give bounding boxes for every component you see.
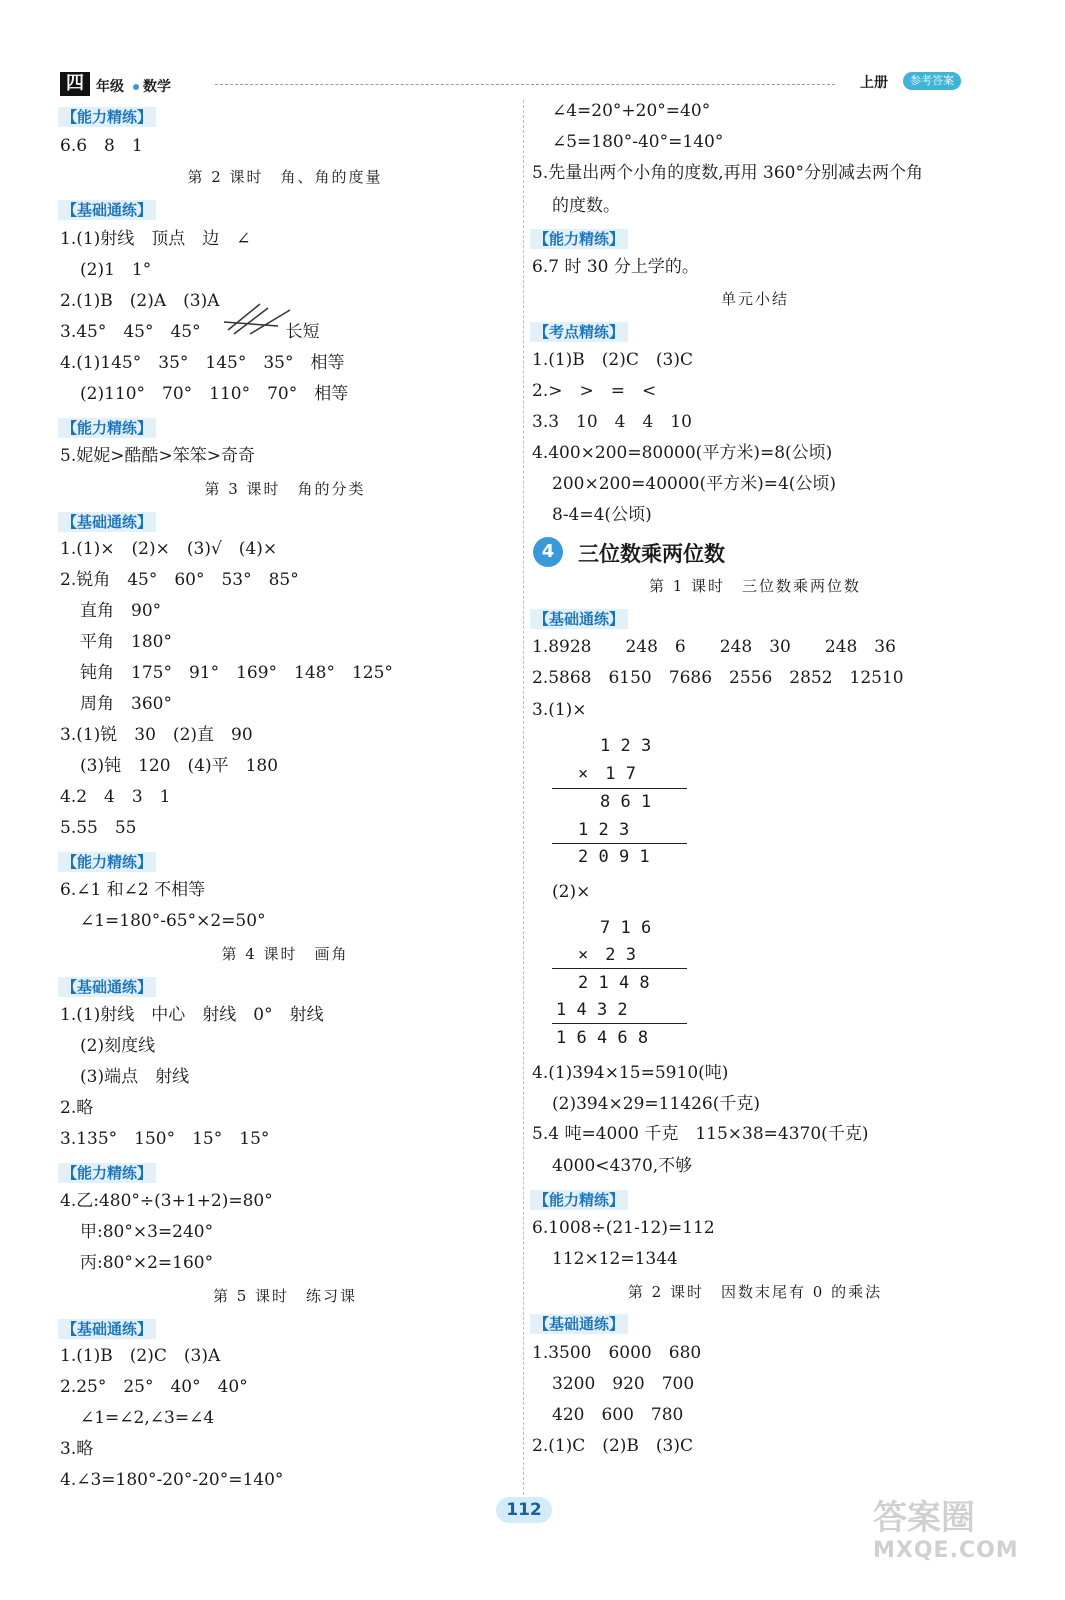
answer-line: 4.400×200=80000(平方米)=8(公顷) [532, 443, 833, 463]
answer-line: ∠5=180°-40°=140° [552, 132, 724, 152]
answer-line: 3.(1)锐 30 (2)直 90 [60, 725, 253, 745]
answer-line: 2.5868 6150 7686 2556 2852 12510 [532, 668, 904, 688]
calc-rule [552, 968, 687, 969]
header-dot [133, 84, 139, 90]
answer-line: (3)钝 120 (4)平 180 [80, 756, 279, 776]
section-label: 【基础通练】 [58, 512, 156, 532]
answer-line: 周角 360° [80, 694, 172, 714]
answer-line: 2.(1)B (2)A (3)A [60, 291, 220, 311]
answer-line: 甲:80°×3=240° [80, 1222, 214, 1242]
answer-line: 5.妮妮>酷酷>笨笨>奇奇 [60, 446, 255, 466]
section-label: 【基础通练】 [530, 609, 628, 629]
answer-line: (2)110° 70° 110° 70° 相等 [80, 384, 349, 404]
answer-line: 的度数。 [552, 196, 620, 216]
calc-rule [552, 1023, 687, 1024]
answer-line: 2.> > = < [532, 381, 657, 401]
calc-row: 8 6 1 [600, 792, 652, 812]
answer-line: ∠4=20°+20°=40° [552, 101, 711, 121]
lesson-title: 单元小结 [720, 290, 789, 308]
section-label: 【能力精练】 [58, 1163, 156, 1183]
answer-line: 4000<4370,不够 [552, 1156, 693, 1176]
lesson-title: 第 1 课时 三位数乘两位数 [648, 577, 862, 595]
answer-line: 1.(1)× (2)× (3)√ (4)× [60, 539, 278, 559]
answer-line: 112×12=1344 [552, 1249, 678, 1269]
answer-line: 4.∠3=180°-20°-20°=140° [60, 1470, 284, 1490]
answer-line: 直角 90° [80, 601, 162, 621]
answer-line: 420 600 780 [552, 1405, 684, 1425]
calc-row: 1 4 3 2 [556, 1000, 628, 1020]
answer-line: 平角 180° [80, 632, 172, 652]
calc-row: 2 0 9 1 [578, 847, 650, 867]
volume-label: 上册 [860, 75, 888, 91]
answer-line: ∠1=∠2,∠3=∠4 [80, 1408, 215, 1428]
calc-rule [552, 843, 687, 844]
subject-label: 数学 [143, 79, 171, 95]
answer-line: 1.3500 6000 680 [532, 1343, 702, 1363]
answer-line: 3.3 10 4 4 10 [532, 412, 692, 432]
answer-line: 3.略 [60, 1439, 94, 1459]
calc-rule [552, 788, 687, 789]
lesson-title: 第 3 课时 角的分类 [204, 480, 366, 498]
answer-line: 1.(1)射线 顶点 边 ∠ [60, 229, 251, 249]
answer-line: 2.锐角 45° 60° 53° 85° [60, 570, 299, 590]
calc-row: 1 2 3 [600, 736, 652, 756]
answer-line: (2)1 1° [80, 260, 152, 280]
answer-line: 3.135° 150° 15° 15° [60, 1129, 270, 1149]
section-label: 【能力精练】 [58, 418, 156, 438]
answer-line: (2)刻度线 [80, 1036, 156, 1056]
lesson-title: 第 2 课时 因数末尾有 0 的乘法 [627, 1283, 883, 1301]
answer-line: 5.4 吨=4000 千克 115×38=4370(千克) [532, 1124, 869, 1144]
section-label: 【基础通练】 [58, 1319, 156, 1339]
answer-line: 丙:80°×2=160° [80, 1253, 214, 1273]
header-rule [215, 84, 835, 85]
section-label: 【能力精练】 [58, 852, 156, 872]
calc-row: 2 1 4 8 [578, 973, 650, 993]
answer-line: 4.(1)394×15=5910(吨) [532, 1063, 729, 1083]
answer-line: 3.(1)× [532, 700, 587, 720]
answer-line: 4.(1)145° 35° 145° 35° 相等 [60, 353, 345, 373]
unit-number-badge: 4 [533, 537, 563, 567]
answer-line: 1.8928 248 6 248 30 248 36 [532, 637, 896, 657]
grade-label: 年级 [96, 79, 124, 95]
grade-box: 四 [60, 72, 90, 96]
lesson-title: 第 5 课时 练习课 [212, 1287, 358, 1305]
answer-line: 200×200=40000(平方米)=4(公顷) [552, 474, 837, 494]
lesson-title: 第 2 课时 角、角的度量 [187, 168, 383, 186]
lesson-title: 第 4 课时 画角 [221, 945, 349, 963]
answer-line: ∠1=180°-65°×2=50° [80, 911, 266, 931]
page-number: 112 [496, 1497, 552, 1523]
section-label: 【能力精练】 [530, 1190, 628, 1210]
section-label: 【能力精练】 [530, 229, 628, 249]
answer-line: 6.6 8 1 [60, 136, 143, 156]
answer-line: 4.2 4 3 1 [60, 787, 171, 807]
calc-row: 7 1 6 [600, 918, 652, 938]
answer-line: 1.(1)B (2)C (3)C [532, 350, 693, 370]
watermark-logo: 答案圈 [873, 1498, 975, 1538]
section-label: 【能力精练】 [58, 107, 156, 127]
calc-row: 1 2 3 [578, 820, 630, 840]
section-label: 【基础通练】 [58, 977, 156, 997]
answer-line: 1.(1)射线 中心 射线 0° 射线 [60, 1005, 324, 1025]
answer-line: 1.(1)B (2)C (3)A [60, 1346, 221, 1366]
answer-line: 6.∠1 和∠2 不相等 [60, 880, 206, 900]
answer-line: 4.乙:480°÷(3+1+2)=80° [60, 1191, 273, 1211]
answer-line: (2)394×29=11426(千克) [552, 1094, 760, 1114]
section-label: 【基础通练】 [58, 200, 156, 220]
calc-row: × 1 7 [578, 764, 636, 784]
scribble-mark [220, 298, 300, 338]
answer-line: 5.55 55 [60, 818, 137, 838]
section-label: 【考点精练】 [530, 322, 628, 342]
answer-line: (3)端点 射线 [80, 1067, 190, 1087]
answer-line: 6.7 时 30 分上学的。 [532, 257, 699, 277]
answer-line: 6.1008÷(21-12)=112 [532, 1218, 715, 1238]
edition-badge: 参考答案 [903, 72, 961, 90]
answer-line: 钝角 175° 91° 169° 148° 125° [80, 663, 393, 683]
answer-line: 3.45° 45° 45° 长短 [60, 322, 320, 342]
answer-line: 5.先量出两个小角的度数,再用 360°分别减去两个角 [532, 163, 923, 183]
watermark-url: MXQE.COM [873, 1538, 1019, 1563]
calc-row: 1 6 4 6 8 [556, 1028, 649, 1048]
answer-line: 8-4=4(公顷) [552, 505, 652, 525]
column-divider [523, 100, 524, 1520]
answer-line: 2.略 [60, 1098, 94, 1118]
answer-line: 3200 920 700 [552, 1374, 695, 1394]
answer-line: (2)× [552, 882, 591, 902]
answer-line: 2.25° 25° 40° 40° [60, 1377, 248, 1397]
section-label: 【基础通练】 [530, 1314, 628, 1334]
answer-line: 2.(1)C (2)B (3)C [532, 1436, 693, 1456]
unit-title: 三位数乘两位数 [578, 542, 725, 566]
calc-row: × 2 3 [578, 945, 636, 965]
